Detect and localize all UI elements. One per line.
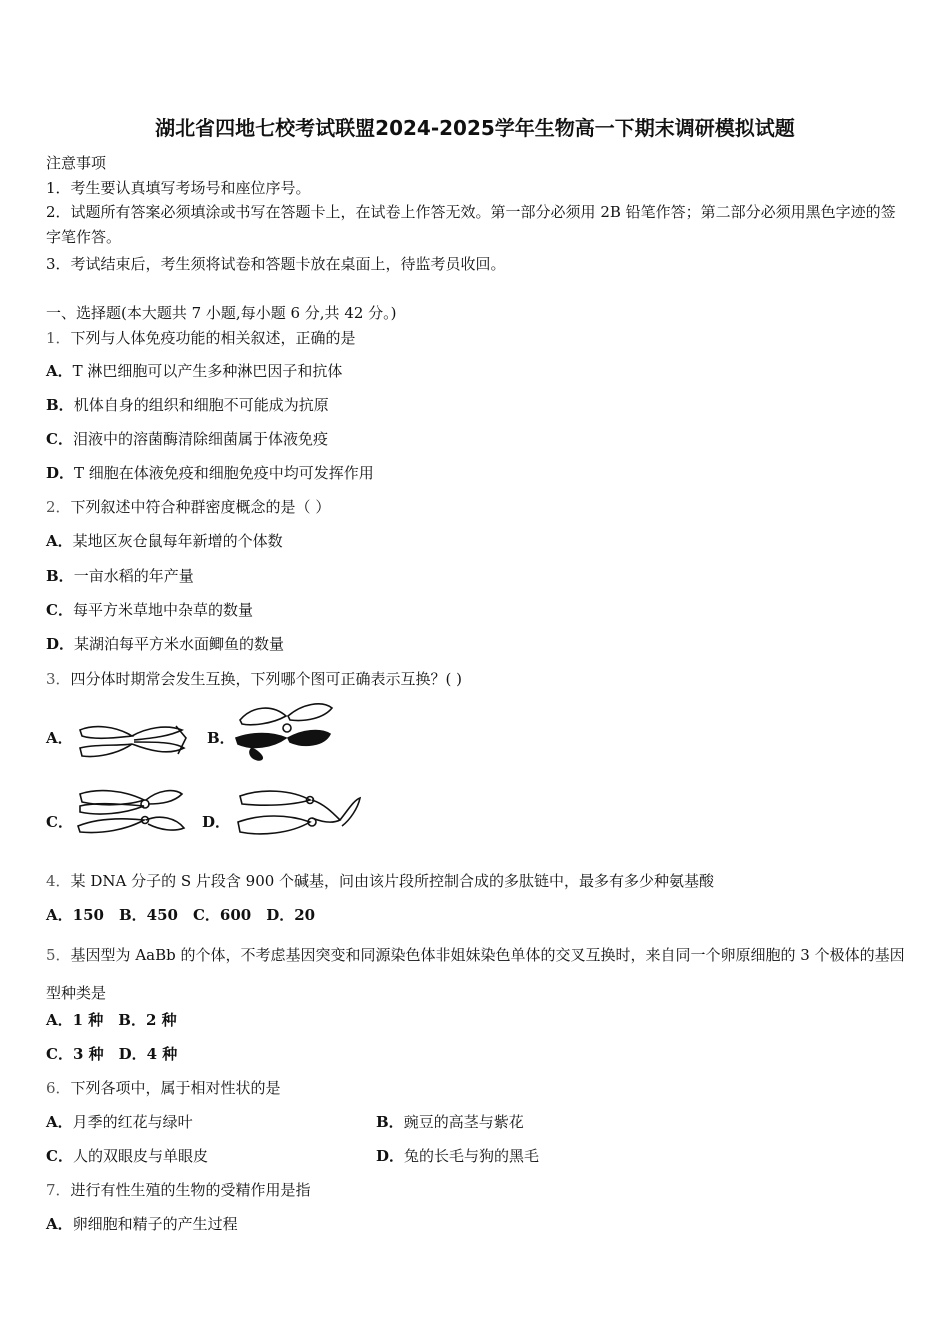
chromosome-figure-d — [232, 784, 364, 842]
q2-option-a[interactable]: A．某地区灰仓鼠每年新增的个体数 — [46, 532, 283, 550]
notice-item-3: 3．考试结束后，考生须将试卷和答题卡放在桌面上，待监考员收回。 — [46, 255, 506, 273]
q3-option-a[interactable]: A． — [46, 729, 73, 747]
q2-option-c[interactable]: C．每平方米草地中杂草的数量 — [46, 601, 253, 619]
q6-option-b[interactable]: B．豌豆的高茎与紫花 — [376, 1113, 524, 1131]
question-4: 4．某 DNA 分子的 S 片段含 900 个碱基，问由该片段所控制合成的多肽链中，最多有多少种氨基酸 — [46, 872, 715, 890]
question-1 — [46, 327, 356, 348]
notice-item-2: 2．试题所有答案必须填涂或书写在答题卡上，在试卷上作答无效。第一部分必须用 2B 铅笔作答；第二部分必须用黑色字迹的签字笔作答。 — [46, 203, 896, 246]
chromosome-figure-a — [74, 718, 189, 764]
q3-option-b[interactable]: B． — [207, 729, 235, 747]
section-heading: 一、选择题(本大题共 7 小题,每小题 6 分,共 42 分。) — [46, 304, 397, 322]
chromosome-figure-c — [74, 784, 186, 840]
question-number: 1． — [46, 329, 71, 347]
q6-option-d[interactable]: D．兔的长毛与狗的黑毛 — [376, 1147, 540, 1165]
q7-option-a[interactable]: A．卵细胞和精子的产生过程 — [46, 1215, 238, 1233]
page-title: 湖北省四地七校考试联盟2024-2025学年生物高一下期末调研模拟试题 — [155, 116, 795, 140]
question-stem: 下列与人体免疫功能的相关叙述，正确的是 — [70, 329, 356, 347]
question-2: 2．下列叙述中符合种群密度概念的是（ ） — [46, 498, 331, 516]
q1-option-c[interactable]: C．泪液中的溶菌酶清除细菌属于体液免疫 — [46, 430, 328, 448]
q2-option-b[interactable]: B．一亩水稻的年产量 — [46, 567, 194, 585]
q1-option-b[interactable]: B．机体自身的组织和细胞不可能成为抗原 — [46, 396, 329, 414]
q4-options[interactable]: A．150 B．450 C．600 D．20 — [46, 906, 316, 924]
q2-option-d[interactable]: D．某湖泊每平方米水面鲫鱼的数量 — [46, 635, 285, 653]
question-6: 6．下列各项中，属于相对性状的是 — [46, 1079, 281, 1097]
q1-option-d[interactable]: D．T 细胞在体液免疫和细胞免疫中均可发挥作用 — [46, 464, 374, 482]
question-7: 7．进行有性生殖的生物的受精作用是指 — [46, 1181, 311, 1199]
q5-options-row-2[interactable]: C．3 种 D．4 种 — [46, 1045, 178, 1063]
notice-item-1: 1．考生要认真填写考场号和座位序号。 — [46, 179, 311, 197]
question-5: 5．基因型为 AaBb 的个体，不考虑基因突变和同源染色体非姐妹染色单体的交叉互换时，来自同一个卵原细胞的 3 个极体的基因型种类是 — [46, 946, 905, 1002]
q3-option-c[interactable]: C． — [46, 813, 73, 831]
q6-option-a[interactable]: A．月季的红花与绿叶 — [46, 1113, 193, 1131]
q3-option-d[interactable]: D． — [202, 813, 231, 831]
q1-option-a[interactable]: A．T 淋巴细胞可以产生多种淋巴因子和抗体 — [46, 362, 343, 380]
notice-heading: 注意事项 — [46, 154, 107, 172]
q6-option-c[interactable]: C．人的双眼皮与单眼皮 — [46, 1147, 208, 1165]
q5-options-row-1[interactable]: A．1 种 B．2 种 — [46, 1011, 177, 1029]
question-3: 3．四分体时期常会发生互换，下列哪个图可正确表示互换？( ) — [46, 670, 463, 688]
chromosome-figure-b — [232, 698, 337, 764]
